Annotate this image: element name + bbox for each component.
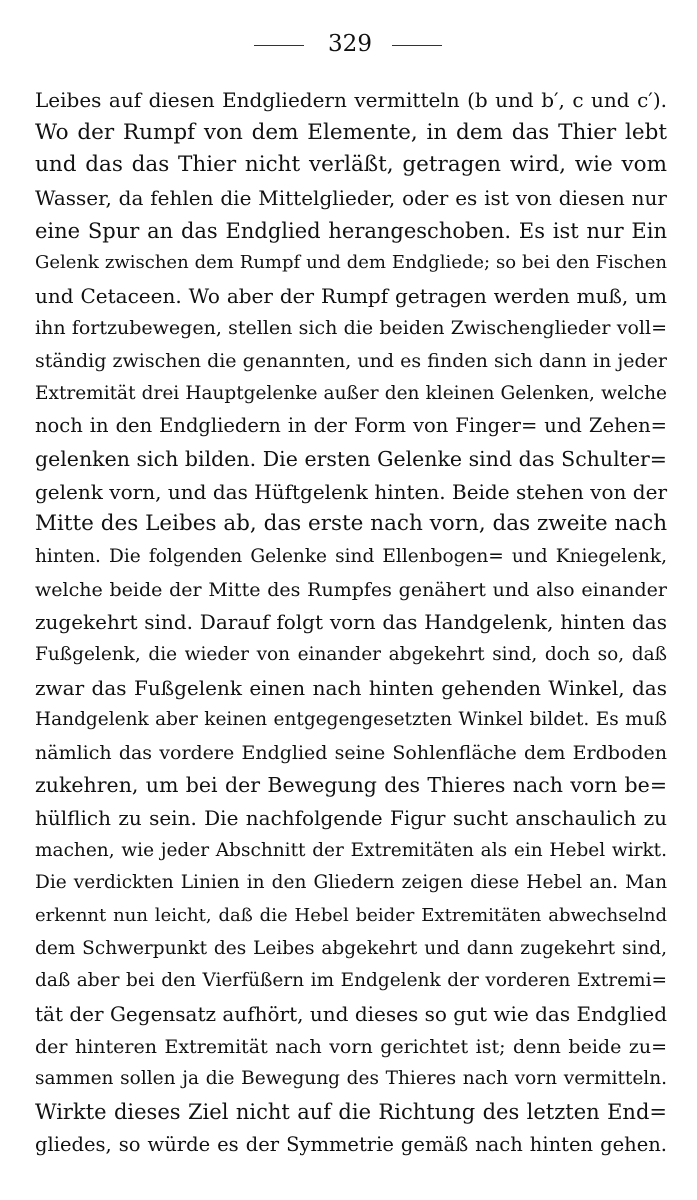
text-line: zukehren, um bei der Bewegung des Thieres nach vorn be= xyxy=(35,773,667,798)
text-line: hinten. Die folgenden Gelenke sind Ellenbogen= und Kniegelenk, xyxy=(35,545,667,567)
body-text xyxy=(35,84,667,1161)
text-line: Wirkte dieses Ziel nicht auf die Richtung des letzten End= xyxy=(35,1099,667,1124)
text-line: der hinteren Extremität nach vorn gerichtet ist; denn beide zu= xyxy=(35,1035,667,1058)
text-line: dem Schwerpunkt des Leibes abgekehrt und dann zugekehrt sind, xyxy=(35,937,667,959)
text-line: gelenken sich bilden. Die ersten Gelenke sind das Schulter= xyxy=(35,447,667,472)
page-header xyxy=(0,28,697,60)
text-line: hülflich zu sein. Die nachfolgende Figur sucht anschaulich zu xyxy=(35,806,667,831)
text-line: erkennt nun leicht, daß die Hebel beider Extremitäten abwechselnd xyxy=(35,905,667,927)
text-line: Mitte des Leibes ab, das erste nach vorn, das zweite nach xyxy=(35,511,668,537)
text-line: ständig zwischen die genannten, und es finden sich dann in jeder xyxy=(35,350,667,373)
text-line: zugekehrt sind. Darauf folgt vorn das Handgelenk, hinten das xyxy=(35,610,667,635)
text-line: gliedes, so würde es der Symmetrie gemäß nach hinten gehen. xyxy=(35,1132,667,1156)
text-line: ihn fortzubewegen, stellen sich die beiden Zwischenglieder voll= xyxy=(35,317,667,340)
text-line: Die verdickten Linien in den Gliedern zeigen diese Hebel an. Man xyxy=(35,872,667,894)
text-line: und Cetaceen. Wo aber der Rumpf getragen werden muß, um xyxy=(35,283,667,308)
page-number: 329 xyxy=(328,31,372,57)
text-line: daß aber bei den Vierfüßern im Endgelenk der vorderen Extremi= xyxy=(35,970,667,992)
text-line: Wasser, da fehlen die Mittelglieder, oder es ist von diesen nur xyxy=(35,185,667,210)
text-line: sammen sollen ja die Bewegung des Thieres nach vorn vermitteln. xyxy=(35,1068,667,1090)
text-line: noch in den Endgliedern in der Form von Finger= und Zehen= xyxy=(35,414,667,438)
text-line: zwar das Fußgelenk einen nach hinten gehenden Winkel, das xyxy=(35,675,667,700)
text-line: Wo der Rumpf von dem Elemente, in dem das Thier lebt xyxy=(35,119,667,145)
text-line: Gelenk zwischen dem Rumpf und dem Endgliede; so bei den Fischen xyxy=(35,252,667,274)
text-line: Fußgelenk, die wieder von einander abgekehrt sind, doch so, daß xyxy=(35,643,667,665)
text-line: Leibes auf diesen Endgliedern vermitteln (b und b′, c und c′). xyxy=(35,88,667,112)
text-line: und das das Thier nicht verläßt, getragen wird, wie vom xyxy=(35,152,667,178)
text-line: gelenk vorn, und das Hüftgelenk hinten. Beide stehen von der xyxy=(35,479,667,504)
text-line: nämlich das vordere Endglied seine Sohlenfläche dem Erdboden xyxy=(35,741,667,764)
text-line: welche beide der Mitte des Rumpfes genähert und also einander xyxy=(35,578,667,601)
text-line: machen, wie jeder Abschnitt der Extremitäten als ein Hebel wirkt. xyxy=(35,839,667,861)
text-line: Handgelenk aber keinen entgegengesetzten Winkel bildet. Es muß xyxy=(35,709,667,731)
header-rule-left xyxy=(254,45,304,46)
header-rule-right xyxy=(392,45,442,46)
text-line: tät der Gegensatz aufhört, und dieses so gut wie das Endglied xyxy=(35,1001,667,1026)
text-line: Extremität drei Hauptgelenke außer den kleinen Gelenken, welche xyxy=(35,382,667,404)
text-line: eine Spur an das Endglied herangeschoben. Es ist nur Ein xyxy=(35,218,667,243)
